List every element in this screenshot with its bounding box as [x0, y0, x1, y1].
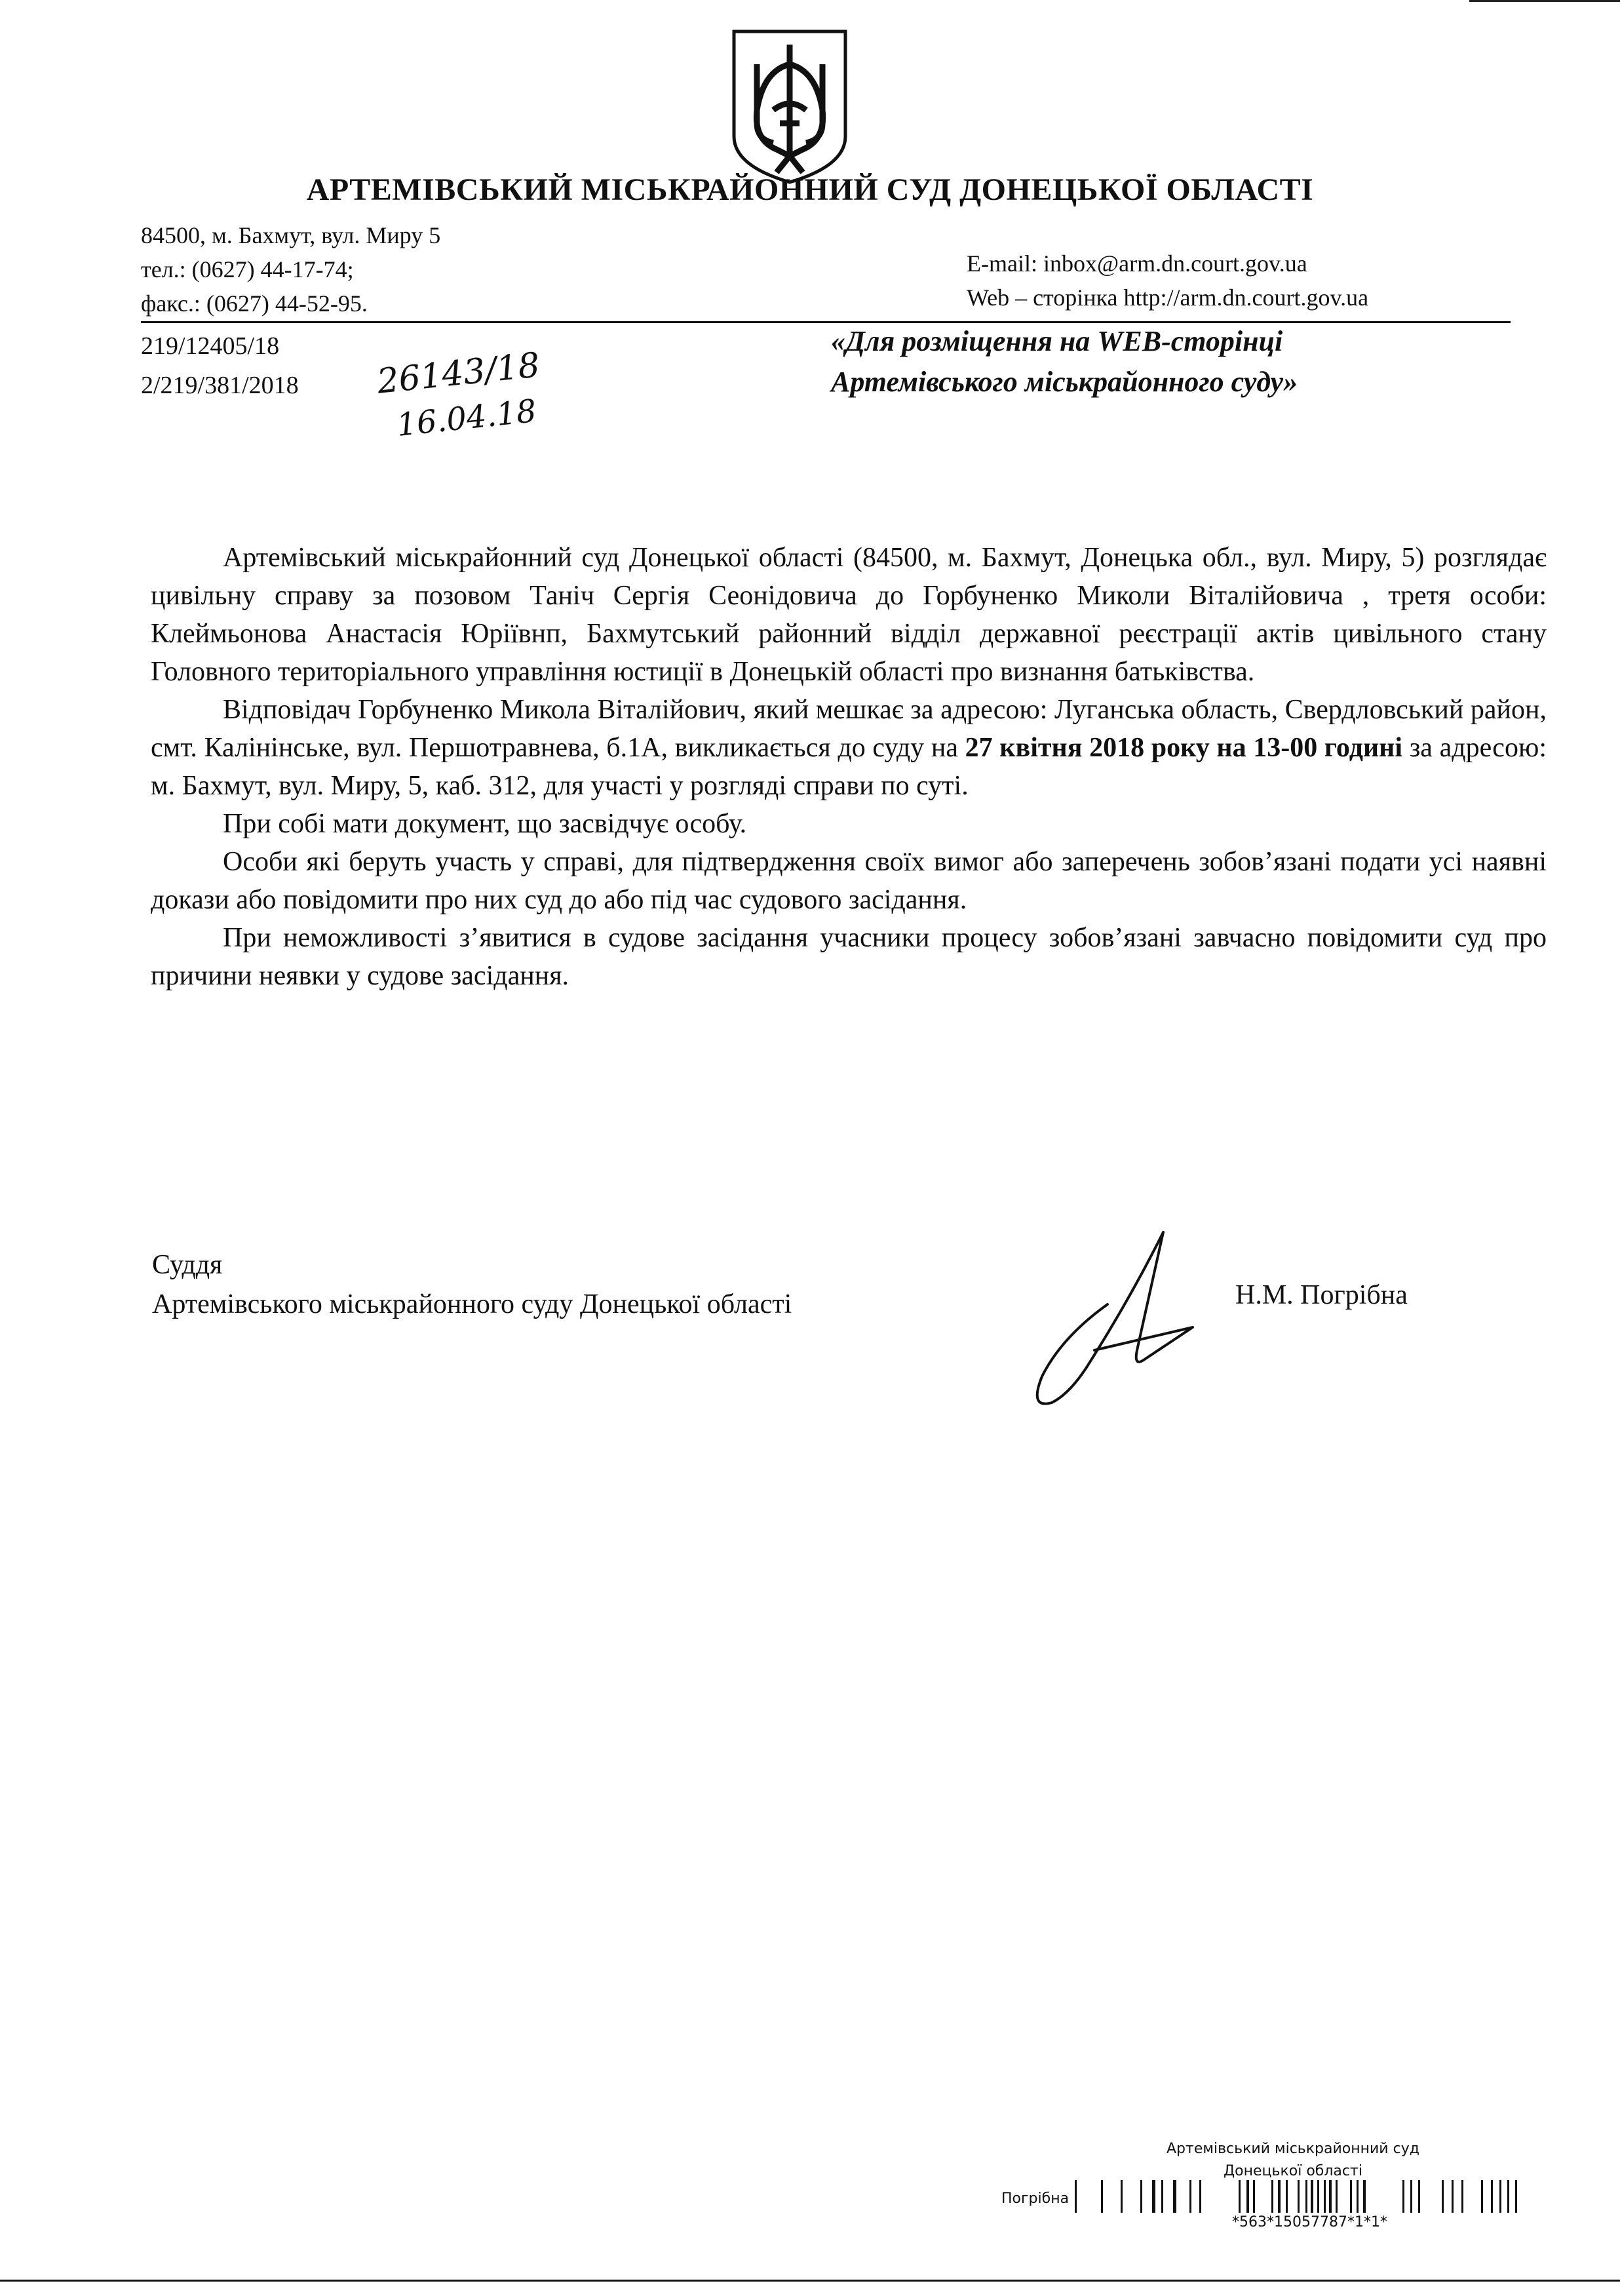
- reference-2: 2/219/381/2018: [141, 372, 299, 399]
- paragraph-id: При собі мати документ, що засвідчує особу.: [223, 809, 747, 839]
- court-title: АРТЕМІВСЬКИЙ МІСЬКРАЙОННИЙ СУД ДОНЕЦЬКОЇ ОБЛАСТІ: [306, 172, 1314, 207]
- handwritten-number: 26143/18: [375, 345, 542, 402]
- court-email: E-mail: inbox@arm.dn.court.gov.ua: [967, 250, 1307, 277]
- contact-left: [141, 218, 440, 321]
- web-note-line-1: «Для розміщення на WEB-сторінці: [831, 325, 1283, 357]
- barcode-code: *563*15057787*1*1*: [1232, 2214, 1387, 2230]
- contact-right: [967, 246, 1368, 315]
- court-address: 84500, м. Бахмут, вул. Миру 5: [141, 222, 441, 248]
- barcode-org-line-1: Артемівський міськрайонний суд: [1167, 2141, 1419, 2157]
- reference-1: 219/12405/18: [141, 332, 280, 360]
- paragraph-absence: При неможливості з’явитися в судове засідання учасники процесу зобов’язані завчасно повідомити суд про причини неявки у судове засідання.: [151, 923, 1547, 991]
- paragraph-case: Артемівський міськрайонний суд Донецької області (84500, м. Бахмут, Донецька обл., вул. Миру, 5) розглядає цивільну справу за позовом Таніч Сергія Сеонідовича до Горбуненко Миколи Віталійовича , третя особи: Клеймьонова Анастасія Юріївнп, Бахмутський районний відділ державної реєстрації актів цивільного стану Головного територіального управління юстиції в Донецькій області про визнання батьківства.: [151, 543, 1547, 687]
- court-fax: факс.: (0627) 44-52-95.: [141, 290, 368, 317]
- hearing-date: 27 квітня 2018 року на 13-00 годині: [965, 733, 1403, 763]
- judge-block: [152, 1245, 792, 1324]
- paragraph-summons: Відповідач Горбуненко Микола Віталійович, який мешкає за адресою: Луганська область, Свердловський район, смт. Калінінське, вул. Першотравнева, б.1А, викликається до суду на 27 квітня 2018 року на 13-00 годині за адресою: м. Бахмут, вул. Миру, 5, каб. 312, для участі у розгляді справи по суті.: [151, 695, 1547, 801]
- paragraph-evidence: Особи які беруть участь у справі, для підтвердження своїх вимог або заперечень зобов’язані подати усі наявні докази або повідомити про них суд до або під час судового засідання.: [151, 847, 1547, 915]
- barcode-icon: [1075, 2175, 1573, 2218]
- top-edge-mark: [1469, 0, 1620, 7]
- bottom-edge-line: [0, 2280, 1620, 2282]
- handwritten-signature: [1003, 1219, 1199, 1409]
- barcode-label: Погрібна: [1001, 2190, 1070, 2207]
- court-phone: тел.: (0627) 44-17-74;: [141, 256, 354, 282]
- judge-name: Н.М. Погрібна: [1235, 1280, 1408, 1310]
- judge-title: Суддя: [152, 1250, 223, 1280]
- header-divider: [141, 321, 1511, 323]
- barcode-org-line-2: Донецької області: [1223, 2163, 1362, 2179]
- judge-court: Артемівського міськрайонного суду Донецької області: [152, 1289, 792, 1319]
- notice-body: [151, 539, 1547, 995]
- court-web: Web – сторінка http://arm.dn.court.gov.ua: [967, 284, 1369, 311]
- reference-numbers: [141, 326, 299, 405]
- web-note-line-2: Артемівського міськрайонного суду»: [831, 366, 1298, 398]
- handwritten-date: 16.04.18: [395, 392, 539, 444]
- web-publication-note: [831, 321, 1298, 402]
- coat-of-arms-icon: [727, 25, 852, 185]
